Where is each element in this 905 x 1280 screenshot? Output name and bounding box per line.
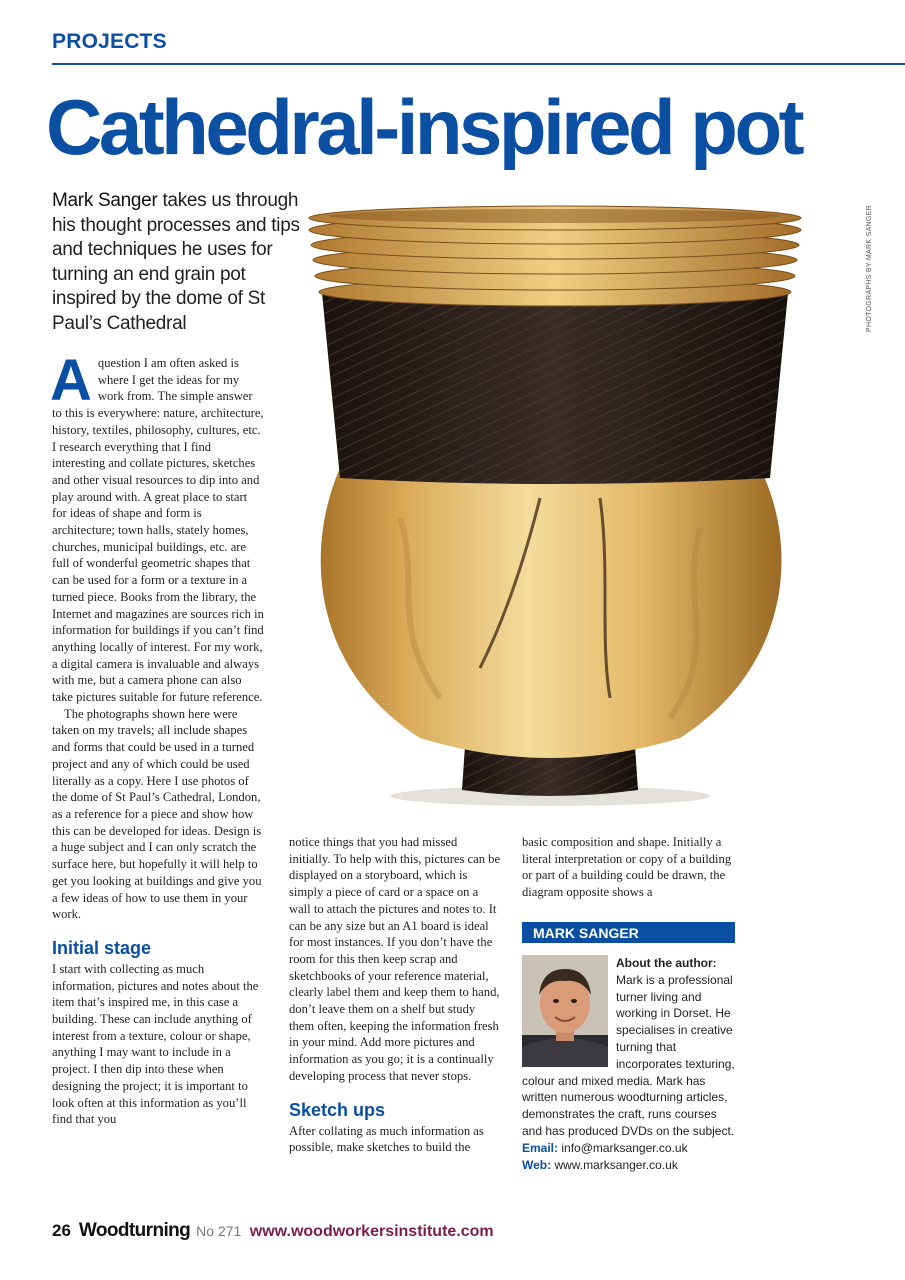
author-bio: Mark is a professional turner living and working in Dorset. He specialises in creative turning that incorporates texturing, colour and mixed media. Mark has written numerous woodturning articles, demonstrates the craft, runs courses and has produced DVDs on the subject. bbox=[522, 972, 735, 1138]
magazine-name: Woodturning bbox=[78, 1220, 191, 1241]
intro-text: question I am often asked is where I get the ideas for my work from. The simple answer to this is everywhere: nature, architecture, history, textiles, philosophy, cultures, etc. I research everything that I find interesting and collate pictures, sketches and other visual resources to dip into and play around with. A great place to start for ideas of shape and form is architecture; town halls, stately homes, churches, municipal buildings, etc. are full of wonderful geometric shapes that can be used for a form or a texture in a turned piece. Books from the library, the Internet and magazines are sources rich in information for buildings if you can’t find anything locally of interest. For my work, a digital camera is invaluable and always with me, but a camera phone can also take pictures suitable for future reference. bbox=[52, 356, 264, 705]
author-box bbox=[522, 955, 736, 1173]
web-address[interactable]: www.marksanger.co.uk bbox=[551, 1157, 678, 1172]
standfirst-author: Mark Sanger bbox=[52, 190, 158, 211]
body-paragraph: The photographs shown here were taken on my travels; all include shapes and forms that could be used in a turned project and any of which could be used literally as a copy. Here I use photos of the dome of St Paul’s Cathedral, London, as a reference for a piece and show how this can be developed for ideas. Design is a huge subject and I can only scratch the surface here, but hopefully it will help to get you looking at buildings and give you a few ideas of how to use them in your work. bbox=[52, 706, 262, 922]
intro-paragraph bbox=[50, 348, 264, 706]
body-paragraph: I start with collecting as much information, pictures and notes about the item that’s inspired me, in this case a building. These can include anything of interest from a texture, colour or shape, anything I may want to include in a project. I then dip into these when designing the project; it is important to look often at this information as you’ll find that you bbox=[52, 961, 259, 1127]
issue-number: No 271 bbox=[196, 1223, 242, 1239]
page-number: 26 bbox=[52, 1221, 71, 1240]
body-paragraph: basic composition and shape. Initially a literal interpretation or copy of a building or part of a building could be drawn, the diagram opposite shows a bbox=[522, 835, 732, 900]
web-label: Web: bbox=[522, 1157, 552, 1172]
page-footer bbox=[52, 1220, 494, 1242]
standfirst-text: takes us through his thought processes and tips and techniques he uses for turning an end grain pot inspired by the dome of St Paul’s Cathedral bbox=[52, 190, 300, 334]
article-column-3 bbox=[522, 834, 734, 901]
author-portrait bbox=[522, 955, 608, 1067]
photo-credit: PHOTOGRAPHS BY MARK SANGER bbox=[866, 205, 873, 332]
about-author-label: About the author: bbox=[616, 956, 717, 970]
body-paragraph: After collating as much information as possible, make sketches to build the bbox=[289, 1123, 484, 1155]
subheading-initial-stage: Initial stage bbox=[52, 937, 152, 958]
pot-photo bbox=[300, 198, 810, 810]
website-link[interactable]: www.woodworkersinstitute.com bbox=[249, 1223, 494, 1240]
standfirst bbox=[52, 189, 302, 336]
article-column-2 bbox=[289, 834, 501, 1156]
email-address[interactable]: info@marksanger.co.uk bbox=[558, 1140, 688, 1155]
author-box-heading: MARK SANGER bbox=[522, 922, 735, 943]
subheading-sketch-ups: Sketch ups bbox=[289, 1099, 386, 1120]
section-divider bbox=[52, 63, 905, 65]
email-label: Email: bbox=[522, 1140, 559, 1155]
drop-cap: A bbox=[50, 348, 92, 413]
article-title: Cathedral-inspired pot bbox=[46, 83, 802, 171]
section-label: PROJECTS bbox=[52, 30, 167, 53]
article-column-1 bbox=[50, 348, 264, 1128]
body-paragraph: notice things that you had missed initially. To help with this, pictures can be displayed on a storyboard, which is simply a piece of card or a space on a wall to attach the pictures and notes to. It can be any size but an A1 board is ideal for most instances. If you don’t have the room for this then keep scrap and sketchbooks of your reference material, clearly label them and keep them to hand, don’t leave them on a shelf but study them often, keeping the information fresh in your mind. Add more pictures and information as you go; it is a continually developing process that never stops. bbox=[289, 835, 501, 1083]
